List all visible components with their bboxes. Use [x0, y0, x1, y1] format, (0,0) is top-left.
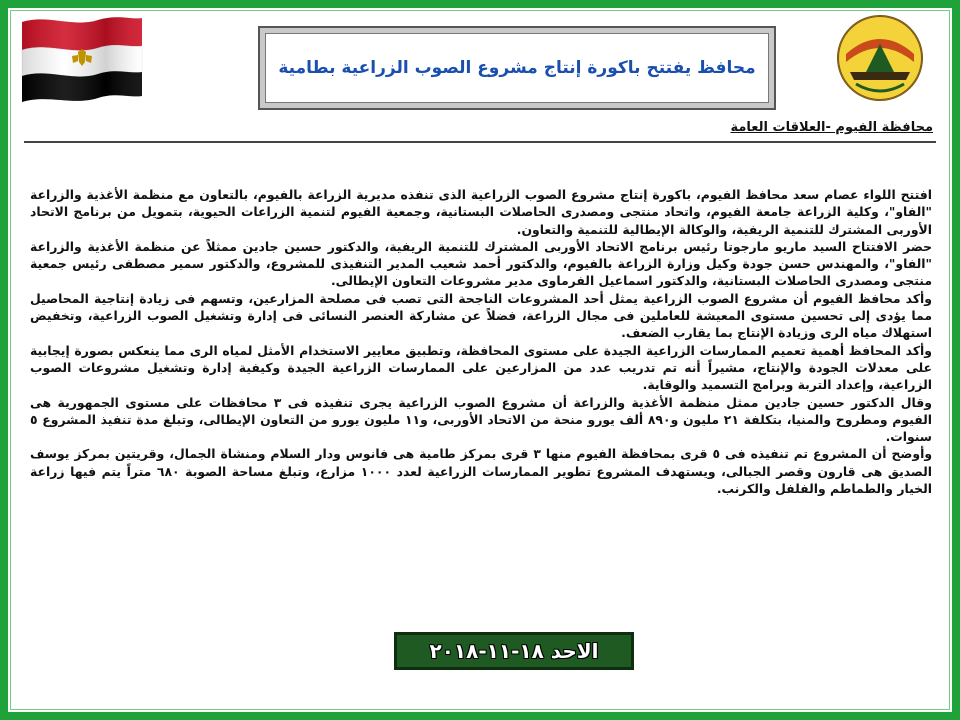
article-paragraph: افتتح اللواء عصام سعد محافظ الفيوم، باكورة إنتاج مشروع الصوب الزراعية الذى تنفذه مديرية الزراعة بالفيوم، بالتعاون مع منظمة الأغذية والزراعة "الفاو"، وكلية الزراعة جامعة الفيوم، واتحاد منتجى ومصدرى الحاصلات البستانية، وجمعية الفيوم لتنمية الزراعات الحيوية، بتمويل من برنامج الاتحاد الأوربى المشترك للتنمية الريفية، والوكالة الإيطالية للتنمية والتعاون. [30, 187, 932, 237]
egypt-flag-icon [18, 12, 146, 104]
fayoum-governorate-logo-icon [836, 14, 924, 102]
article-paragraph: وقال الدكتور حسين جادين ممثل منظمة الأغذية والزراعة أن مشروع الصوب الزراعية يجرى تنفيذه فى ٣ محافظات على مستوى الجمهورية هى الفيوم ومطروح والمنيا، بتكلفة ٢١ مليون و٨٩٠ ألف يورو منحة من الاتحاد الأوربى، و١١ مليون يورو من التعاون الإيطالى، وتبلغ مدة تنفيذ المشروع ٥ سنوات. [30, 394, 933, 445]
article-paragraph: وأوضح أن المشروع تم تنفيذه فى ٥ قرى بمحافظة الفيوم منها ٣ قرى بمركز طامية هى فانوس ودار السلام ومنشاة الجمال، وقريتين بمركز يوسف الصديق هى قارون وقصر الجبالى، ويستهدف المشروع تطوير الممارسات الزراعية لعدد ١٠٠٠ مزارع، وتبلغ مساحة الصوبة ٦٨٠ متراً يتم فيها زراعة الخيار والطماطم والفلفل والكرنب. [30, 446, 933, 497]
article-paragraph: وأكد المحافظ أهمية تعميم الممارسات الزراعية الجيدة على مستوى المحافظة، وتطبيق معايير الاستخدام الأمثل لمياه الرى مما ينعكس بصورة إيجابية على معدلات الجودة والإنتاج، مشيراً أنه تم تدريب عدد من المزارعين على الممارسات الزراعية الجيدة وكيفية إدارة وتشغيل مشروعات الصوب الزراعية، وإعداد التربة وبرامج التسميد والوقاية. [30, 342, 932, 393]
header-divider [24, 141, 936, 143]
article-body [30, 186, 932, 497]
date-text: الاحد ١٨-١١-٢٠١٨ [429, 639, 599, 663]
date-badge [394, 632, 634, 670]
title-inner [265, 33, 769, 103]
title-box [258, 26, 776, 110]
article-paragraph: حضر الافتتاح السيد ماريو مارجوتا رئيس برنامج الاتحاد الأوربى المشترك للتنمية الريفية، والدكتور حسين جادين ممثلاً عن منظمة الأغذية والزراعة "الفاو"، والمهندس حسن جودة وكيل وزارة الزراعة بالفيوم، والدكتور أحمد شعيب المدير التنفيذى للمشروع، والدكتور سمير مصطفى رئيس جمعية منتجى ومصدرى الحاصلات البستانية، والدكتور اسماعيل الفرماوى مدير مشروعات التعاون الإيطالى. [30, 238, 932, 289]
source-label: محافظة الفيوم -العلاقات العامة [730, 120, 933, 135]
page-title: محافظ يفتتح باكورة إنتاج مشروع الصوب الزراعية بطامية [278, 58, 756, 78]
article-paragraph: وأكد محافظ الفيوم أن مشروع الصوب الزراعية يمثل أحد المشروعات الناجحة التى تصب فى مصلحة المزارعين، وتسهم فى زيادة إنتاجية المحاصيل مما يؤدى إلى تحسين مستوى المعيشة للعاملين فى مجال الزراعة، فضلاً عن مشاركة العنصر النسائى فى إدارة وتشغيل الصوب الزراعية، وتخفيض استهلاك مياه الرى وزيادة الإنتاج بما يقارب الضعف. [30, 290, 932, 341]
